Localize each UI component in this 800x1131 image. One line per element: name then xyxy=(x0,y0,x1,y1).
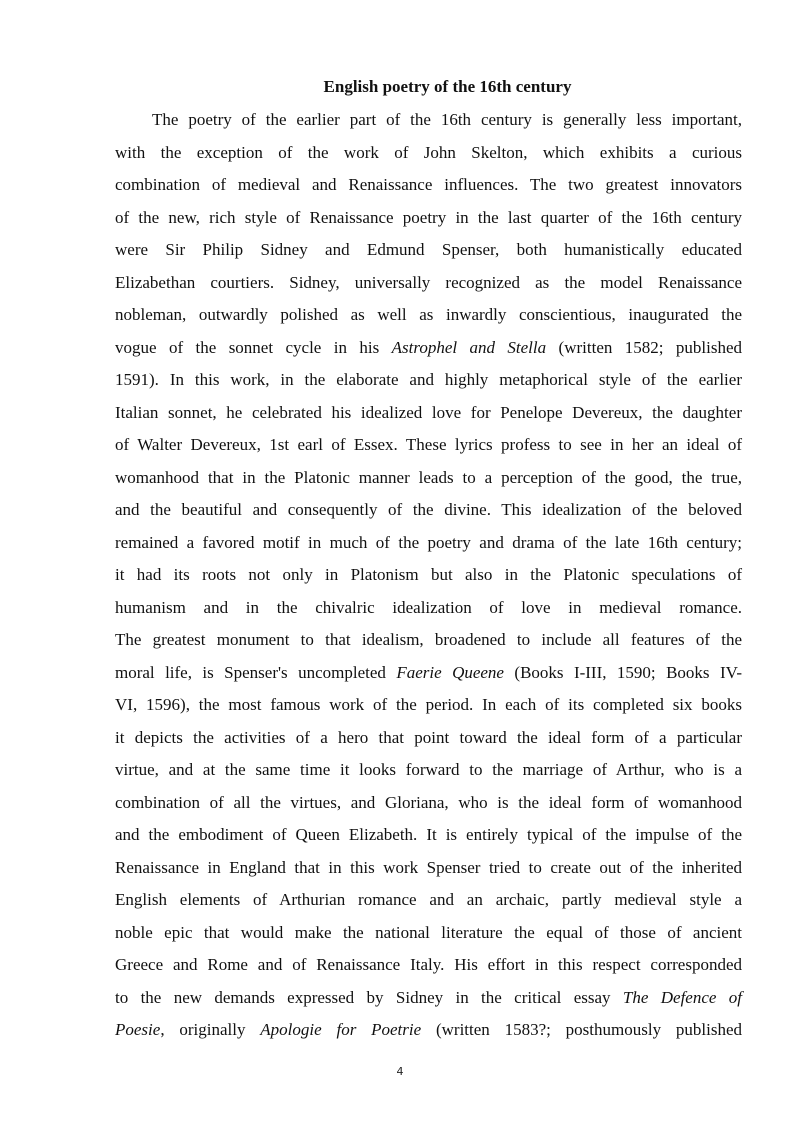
text-line: of the new, rich style of Renaissance poetry in the last quarter of the 16th century xyxy=(115,207,742,227)
italic-title: Faerie Queene xyxy=(396,662,504,682)
text-line: and the beautiful and consequently of the divine. This idealization of the beloved xyxy=(115,500,742,519)
document-title: English poetry of the 16th century xyxy=(323,77,572,96)
text-line: of Walter Devereux, 1st earl of Essex. These lyrics profess to see in her an ideal of xyxy=(115,435,742,454)
text-line: Elizabethan courtiers. Sidney, universally recognized as the model Renaissance xyxy=(115,272,742,292)
italic-title: Poesie xyxy=(115,1020,161,1039)
text-segment: (written 1582; published xyxy=(546,337,743,357)
text-line: humanism and in the chivalric idealization of love in medieval romance. xyxy=(115,597,742,617)
italic-title: The Defence of xyxy=(622,987,743,1007)
text-line: virtue, and at the same time it looks forward to the marriage of Arthur, who is a xyxy=(115,760,742,779)
text-line: nobleman, outwardly polished as well as inwardly conscientious, inaugurated the xyxy=(115,305,742,324)
text-line: Greece and Rome and of Renaissance Italy. His effort in this respect corresponded xyxy=(115,955,742,974)
text-line: 1591). In this work, in the elaborate and highly metaphorical style of the earlier xyxy=(115,370,742,389)
text-line: Renaissance in England that in this work Spenser tried to create out of the inherited xyxy=(115,857,742,877)
text-line: The poetry of the earlier part of the 16th century is generally less important, xyxy=(152,110,742,129)
italic-title: Apologie for Poetrie xyxy=(260,1020,422,1039)
text-line: VI, 1596), the most famous work of the period. In each of its completed six books xyxy=(115,695,742,714)
text-line: The greatest monument to that idealism, broadened to include all features of the xyxy=(115,630,742,649)
text-segment: to the new demands expressed by Sidney in the critical essay xyxy=(115,987,623,1007)
text-line: noble epic that would make the national literature the equal of those of ancient xyxy=(115,922,742,942)
text-segment: (written 1583?; posthumously published xyxy=(421,1020,742,1039)
text-line: with the exception of the work of John Skelton, which exhibits a curious xyxy=(115,142,742,162)
text-segment: moral life, is Spenser's uncompleted xyxy=(115,662,397,682)
text-line: were Sir Philip Sidney and Edmund Spenser, both humanistically educated xyxy=(115,240,742,259)
text-line: womanhood that in the Platonic manner leads to a perception of the good, the true, xyxy=(115,467,742,487)
text-line: Italian sonnet, he celebrated his idealized love for Penelope Devereux, the daughter xyxy=(115,402,742,422)
text-line: English elements of Arthurian romance and an archaic, partly medieval style a xyxy=(115,890,742,909)
text-segment: vogue of the sonnet cycle in his xyxy=(115,337,392,357)
italic-title: Astrophel and Stella xyxy=(391,337,547,357)
text-line: it depicts the activities of a hero that point toward the ideal form of a particular xyxy=(115,727,742,747)
text-line xyxy=(115,657,742,690)
body-text xyxy=(115,104,742,1047)
text-line: combination of all the virtues, and Gloriana, who is the ideal form of womanhood xyxy=(115,792,742,812)
text-line xyxy=(115,982,742,1015)
text-line xyxy=(115,332,742,365)
text-line: and the embodiment of Queen Elizabeth. It is entirely typical of the impulse of the xyxy=(115,825,742,844)
text-segment: (Books I-III, 1590; Books IV- xyxy=(503,662,742,682)
text-line: it had its roots not only in Platonism but also in the Platonic speculations of xyxy=(115,565,742,584)
text-line: combination of medieval and Renaissance influences. The two greatest innovators xyxy=(115,175,742,194)
text-line: remained a favored motif in much of the poetry and drama of the late 16th century; xyxy=(115,532,742,552)
text-segment: , originally xyxy=(160,1020,261,1039)
text-line xyxy=(115,1014,742,1047)
page-number: 4 xyxy=(396,1065,404,1078)
